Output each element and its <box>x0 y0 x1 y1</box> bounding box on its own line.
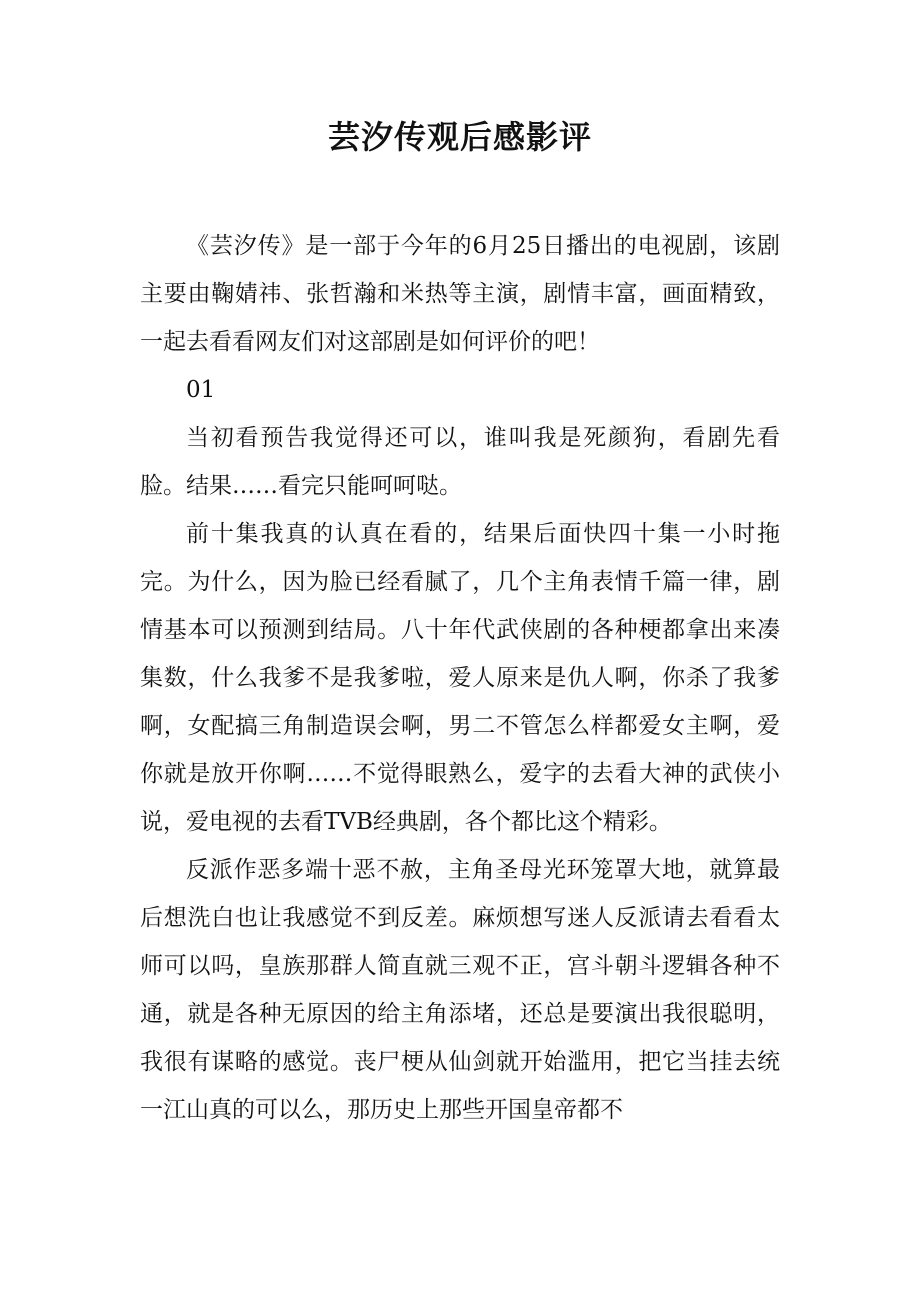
paragraph-villain-critique: 反派作恶多端十恶不赦，主角圣母光环笼罩大地，就算最后想洗白也让我感觉不到反差。麻烦想写迷人反派请去看看太师可以吗，皇族那群人简直就三观不正，宫斗朝斗逻辑各种不通，就是各种无原因的给主角添堵，还总是要演出我很聪明，我很有谋略的感觉。丧尸梗从仙剑就开始滥用，把它当挂去统一江山真的可以么，那历史上那些开国皇帝都不 <box>140 857 780 1123</box>
section-number: 01 <box>186 377 216 403</box>
paragraph-plot-critique: 前十集我真的认真在看的，结果后面快四十集一小时拖完。为什么，因为脸已经看腻了，几个主角表情千篇一律，剧情基本可以预测到结局。八十年代武侠剧的各种梗都拿出来凑集数，什么我爹不是我爹啦，爱人原来是仇人啊，你杀了我爹啊，女配搞三角制造误会啊，男二不管怎么样都爱女主啊，爱你就是放开你啊……不觉得眼熟么，爱字的去看大神的武侠小说，爱电视的去看TVB经典剧，各个都比这个精彩。 <box>140 521 780 835</box>
paragraph-intro: 《芸汐传》是一部于今年的6月25日播出的电视剧，该剧主要由鞠婧祎、张哲瀚和米热等主演，剧情丰富，画面精致，一起去看看网友们对这部剧是如何评价的吧！ <box>140 233 780 355</box>
paragraph-preview: 当初看预告我觉得还可以，谁叫我是死颜狗，看剧先看脸。结果……看完只能呵呵哒。 <box>140 425 780 499</box>
document-body <box>140 222 780 1134</box>
document-title: 芸汐传观后感影评 <box>327 118 592 156</box>
